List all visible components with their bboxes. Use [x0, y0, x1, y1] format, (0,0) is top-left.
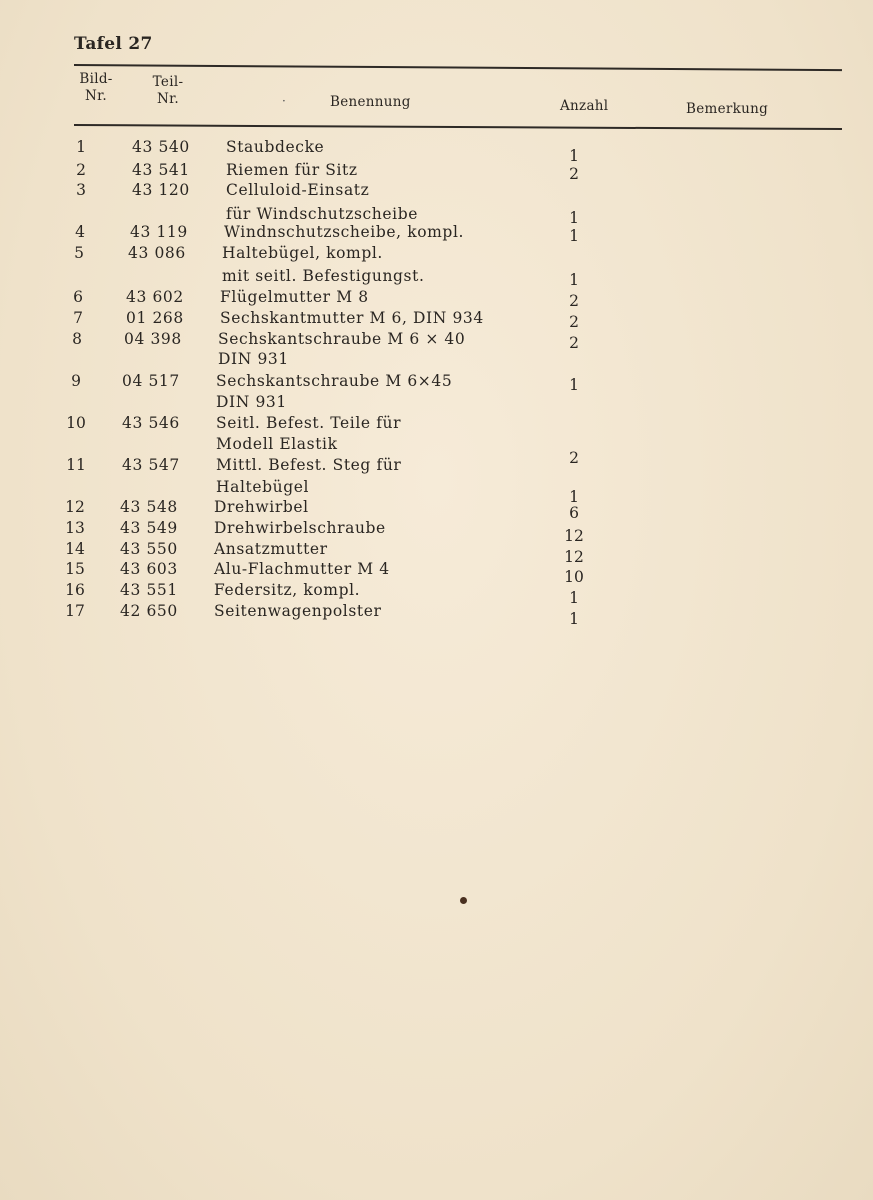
row-bild-nr: 9 — [71, 372, 81, 390]
row-anzahl: 6 — [569, 504, 579, 522]
row-teil-nr: 43 549 — [120, 519, 178, 537]
table-row — [0, 372, 873, 393]
table-row — [0, 456, 873, 477]
row-benennung: Seitl. Befest. Teile für — [216, 414, 402, 432]
row-bild-nr: 10 — [66, 414, 86, 432]
row-anzahl: 12 — [564, 527, 584, 545]
header-bemerkung: Bemerkung — [686, 101, 769, 117]
row-teil-nr: 43 086 — [128, 244, 186, 262]
row-anzahl: 2 — [569, 449, 579, 467]
row-bild-nr: 7 — [73, 309, 83, 327]
table-row — [0, 498, 873, 522]
row-benennung: Mittl. Befest. Steg für — [216, 456, 402, 474]
row-benennung: Windnschutzscheibe, kompl. — [224, 223, 465, 241]
table-row — [0, 519, 873, 545]
row-bild-nr: 14 — [65, 540, 85, 558]
row-anzahl: 1 — [569, 209, 579, 227]
table-row — [0, 288, 873, 309]
row-teil-nr: 43 548 — [120, 498, 178, 516]
row-anzahl: 1 — [569, 271, 579, 289]
table-row — [0, 560, 873, 586]
header-bild-nr — [70, 71, 122, 105]
row-benennung: Drehwirbelschraube — [214, 519, 386, 537]
row-benennung: Modell Elastik — [216, 435, 338, 453]
table-row — [0, 181, 873, 202]
table-row — [0, 478, 873, 506]
table-row — [0, 414, 873, 435]
row-bild-nr: 16 — [65, 581, 85, 599]
row-benennung: Seitenwagenpolster — [214, 602, 382, 620]
row-teil-nr: 04 517 — [122, 372, 180, 390]
row-benennung: Alu-Flachmutter M 4 — [214, 560, 390, 578]
row-teil-nr: 04 398 — [124, 330, 182, 348]
paper-speck — [460, 897, 467, 904]
table-row — [0, 309, 873, 330]
header-bild-nr-text: Bild- Nr. — [79, 71, 113, 104]
table-row — [0, 350, 873, 371]
row-teil-nr: 43 540 — [132, 138, 190, 156]
row-anzahl: 1 — [569, 376, 579, 394]
row-anzahl: 2 — [569, 292, 579, 310]
table-row — [0, 267, 873, 288]
row-anzahl: 1 — [569, 589, 579, 607]
row-anzahl: 2 — [569, 313, 579, 331]
table-row — [0, 330, 873, 351]
row-benennung: Haltebügel — [216, 478, 310, 496]
row-benennung: Sechskantschraube M 6×45 — [216, 372, 453, 390]
table-row — [0, 581, 873, 607]
row-benennung: Riemen für Sitz — [226, 161, 358, 179]
table-row — [0, 540, 873, 566]
row-bild-nr: 6 — [73, 288, 83, 306]
row-anzahl: 1 — [569, 488, 579, 506]
row-teil-nr: 43 120 — [132, 181, 190, 199]
row-benennung: Drehwirbel — [214, 498, 309, 516]
row-teil-nr: 43 547 — [122, 456, 180, 474]
row-teil-nr: 43 550 — [120, 540, 178, 558]
row-anzahl: 1 — [569, 147, 579, 165]
row-benennung: DIN 931 — [216, 393, 287, 411]
row-bild-nr: 1 — [76, 138, 86, 156]
row-bild-nr: 17 — [65, 602, 85, 620]
table-row — [0, 244, 873, 265]
row-anzahl: 10 — [564, 568, 584, 586]
row-bild-nr: 11 — [66, 456, 86, 474]
table-row — [0, 602, 873, 628]
row-teil-nr: 43 551 — [120, 581, 178, 599]
row-benennung: Staubdecke — [226, 138, 325, 156]
row-benennung: DIN 931 — [218, 350, 289, 368]
row-teil-nr: 43 602 — [126, 288, 184, 306]
header-top-rule — [74, 64, 842, 71]
row-anzahl: 12 — [564, 548, 584, 566]
row-teil-nr: 43 119 — [130, 223, 188, 241]
row-teil-nr: 42 650 — [120, 602, 178, 620]
header-bottom-rule — [74, 124, 842, 130]
page-title: Tafel 27 — [74, 34, 153, 54]
row-benennung: für Windschutzscheibe — [226, 205, 419, 223]
row-bild-nr: 5 — [74, 244, 84, 262]
row-anzahl: 1 — [569, 610, 579, 628]
row-bild-nr: 8 — [72, 330, 82, 348]
row-teil-nr: 01 268 — [126, 309, 184, 327]
row-anzahl: 2 — [569, 334, 579, 352]
row-benennung: Ansatzmutter — [214, 540, 328, 558]
row-benennung: Celluloid-Einsatz — [226, 181, 370, 199]
header-teil-nr-text: Teil- Nr. — [152, 74, 184, 107]
row-bild-nr: 3 — [76, 181, 86, 199]
header-benennung: Benennung — [330, 94, 411, 110]
row-teil-nr: 43 546 — [122, 414, 180, 432]
row-teil-nr: 43 541 — [132, 161, 190, 179]
row-benennung: Flügelmutter M 8 — [220, 288, 369, 306]
header-teil-nr — [142, 74, 194, 108]
table-row — [0, 393, 873, 414]
row-anzahl: 2 — [569, 165, 579, 183]
row-teil-nr: 43 603 — [120, 560, 178, 578]
table-row — [0, 161, 873, 182]
row-bild-nr: 13 — [65, 519, 85, 537]
row-benennung: Sechskantschraube M 6 × 40 — [218, 330, 466, 348]
row-benennung: mit seitl. Befestigungst. — [222, 267, 425, 285]
row-anzahl: 1 — [569, 227, 579, 245]
row-benennung: Federsitz, kompl. — [214, 581, 361, 599]
stray-mark: · — [282, 94, 286, 108]
row-benennung: Sechskantmutter M 6, DIN 934 — [220, 309, 484, 327]
row-bild-nr: 12 — [65, 498, 85, 516]
header-anzahl: Anzahl — [560, 98, 609, 114]
row-bild-nr: 15 — [65, 560, 85, 578]
row-bild-nr: 2 — [76, 161, 86, 179]
row-benennung: Haltebügel, kompl. — [222, 244, 383, 262]
row-bild-nr: 4 — [75, 223, 85, 241]
table-row — [0, 223, 873, 244]
